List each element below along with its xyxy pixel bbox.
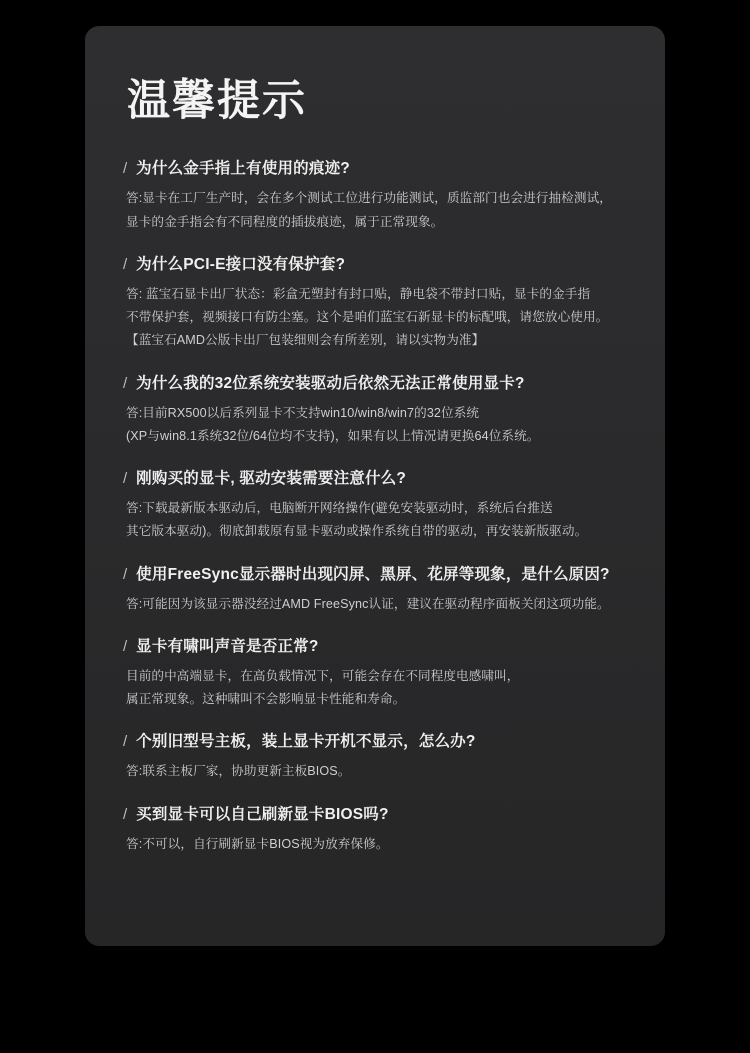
faq-answer xyxy=(126,497,627,544)
faq-question: 为什么PCI-E接口没有保护套? xyxy=(136,255,346,273)
faq-question-row xyxy=(123,159,627,180)
faq-item xyxy=(123,732,627,783)
faq-answer-line: 答:显卡在工厂生产时，会在多个测试工位进行功能测试，质监部门也会进行抽检测试， xyxy=(126,191,612,206)
faq-answer-line: 目前的中高端显卡，在高负载情况下，可能会存在不同程度电感啸叫， xyxy=(126,668,520,683)
slash-bullet-icon: / xyxy=(123,470,128,488)
faq-list xyxy=(123,159,627,856)
faq-answer xyxy=(126,283,627,353)
faq-question-row xyxy=(123,637,627,658)
faq-item xyxy=(123,159,627,234)
faq-question: 刚购买的显卡, 驱动安装需要注意什么? xyxy=(136,470,407,488)
faq-answer-line: 答:可能因为该显示器没经过AMD FreeSync认证，建议在驱动程序面板关闭这项功能。 xyxy=(126,596,610,611)
faq-question-row xyxy=(123,255,627,276)
faq-question: 个别旧型号主板，装上显卡开机不显示，怎么办? xyxy=(136,733,476,751)
faq-answer-line: 【蓝宝石AMD公版卡出厂包装细则会有所差别，请以实物为准】 xyxy=(126,333,485,348)
faq-item xyxy=(123,255,627,353)
faq-answer-line: 不带保护套，视频接口有防尘塞。这个是咱们蓝宝石新显卡的标配哦，请您放心使用。 xyxy=(126,310,609,325)
faq-answer xyxy=(126,593,627,616)
page-title: 温馨提示 xyxy=(127,77,307,125)
faq-answer-line: 其它版本驱动)。彻底卸载原有显卡驱动或操作系统自带的驱动，再安装新版驱动。 xyxy=(126,524,588,539)
notice-card xyxy=(85,26,665,946)
faq-answer-line: 答: 蓝宝石显卡出厂状态：彩盒无塑封有封口贴，静电袋不带封口贴，显卡的金手指 xyxy=(126,286,591,301)
slash-bullet-icon: / xyxy=(123,255,128,273)
faq-question-row xyxy=(123,374,627,395)
faq-question-row xyxy=(123,469,627,490)
faq-answer xyxy=(126,665,627,712)
faq-answer-line: 答:联系主板厂家，协助更新主板BIOS。 xyxy=(126,764,351,779)
faq-item xyxy=(123,565,627,616)
faq-item xyxy=(123,469,627,544)
faq-answer-line: 属正常现象。这种啸叫不会影响显卡性能和寿命。 xyxy=(126,692,406,707)
faq-answer-line: 答:不可以，自行刷新显卡BIOS视为放弃保修。 xyxy=(126,836,389,851)
faq-question: 买到显卡可以自己刷新显卡BIOS吗? xyxy=(136,805,389,823)
faq-answer-line: 答:目前RX500以后系列显卡不支持win10/win8/win7的32位系统 xyxy=(126,405,480,420)
faq-answer-line: (XP与win8.1系统32位/64位均不支持)，如果有以上情况请更换64位系统。 xyxy=(126,428,540,443)
slash-bullet-icon: / xyxy=(123,374,128,392)
slash-bullet-icon: / xyxy=(123,733,128,751)
slash-bullet-icon: / xyxy=(123,160,128,178)
faq-question: 为什么金手指上有使用的痕迹? xyxy=(136,160,350,178)
slash-bullet-icon: / xyxy=(123,637,128,655)
slash-bullet-icon: / xyxy=(123,805,128,823)
faq-question: 显卡有啸叫声音是否正常? xyxy=(136,637,319,655)
faq-question: 为什么我的32位系统安装驱动后依然无法正常使用显卡? xyxy=(136,374,525,392)
slash-bullet-icon: / xyxy=(123,565,128,583)
faq-item xyxy=(123,374,627,449)
faq-answer-line: 答:下载最新版本驱动后，电脑断开网络操作(避免安装驱动时，系统后台推送 xyxy=(126,501,553,516)
faq-item xyxy=(123,637,627,712)
faq-answer xyxy=(126,760,627,783)
faq-answer xyxy=(126,187,627,234)
faq-question-row xyxy=(123,732,627,753)
faq-answer-line: 显卡的金手指会有不同程度的插拔痕迹，属于正常现象。 xyxy=(126,214,444,229)
faq-question: 使用FreeSync显示器时出现闪屏、黑屏、花屏等现象，是什么原因? xyxy=(136,565,610,583)
faq-answer xyxy=(126,833,627,856)
faq-question-row xyxy=(123,805,627,826)
faq-question-row xyxy=(123,565,627,586)
faq-answer xyxy=(126,402,627,449)
faq-item xyxy=(123,805,627,856)
